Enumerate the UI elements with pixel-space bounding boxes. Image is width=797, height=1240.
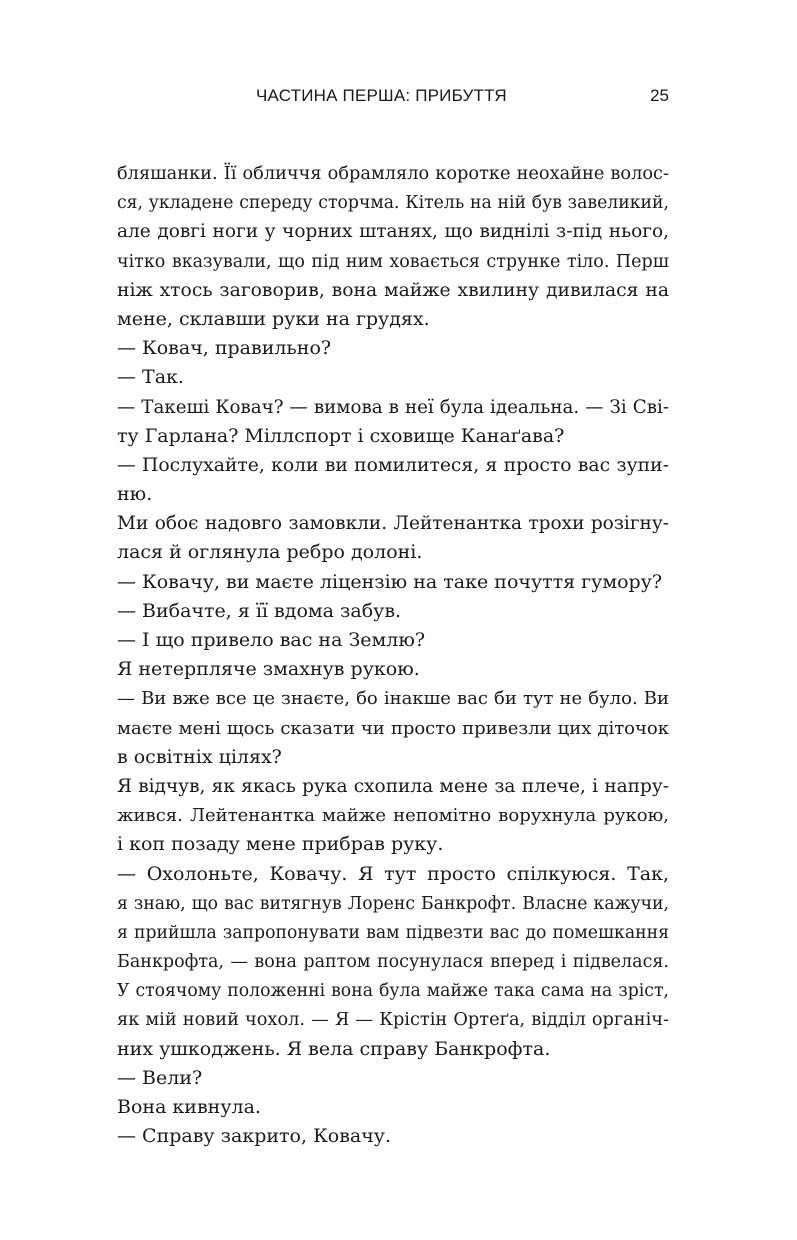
text-line: — Так. [117, 366, 184, 389]
section-title: ЧАСТИНА ПЕРША: ПРИБУТТЯ [256, 86, 507, 105]
text-line: Я відчув, як якась рука схопила мене за плече, і напру- [117, 775, 669, 797]
text-line: — Ви вже все це знаєте, бо інакше вас би тут не було. Ви [117, 688, 669, 710]
text-line: них ушкоджень. Я вела справу Банкрофта. [117, 1037, 551, 1060]
text-line: — Ковач, правильно? [117, 337, 332, 360]
text-line: я прийшла запропонувати вам підвезти вас до помешкання [117, 922, 669, 943]
body-text [117, 159, 669, 1151]
text-line: — Вибачте, я її вдома забув. [117, 599, 402, 622]
text-line: — Такеші Ковач? — вимова в неї була ідеальна. — Зі Сві- [117, 396, 669, 418]
text-line: — Вели? [117, 1066, 203, 1089]
text-line: ся, укладене спереду сторчма. Кітель на ній був завеликий, [117, 193, 669, 214]
text-line: У стоячому положенні вона була майже така сама на зріст, [117, 981, 669, 1002]
text-line: мене, склавши руки на грудях. [117, 307, 430, 330]
text-line: але довгі ноги у чорних штанях, що виднілі з-під нього, [117, 221, 669, 243]
text-line: маєте мені щось сказати чи просто привезли цих діточок [117, 717, 669, 739]
text-line: — Послухайте, коли ви помилитеся, я просто вас зупи- [117, 454, 669, 476]
text-line: ту Гарлана? Міллспорт і сховище Канаґава? [117, 424, 565, 447]
text-line: — Справу закрито, Ковачу. [117, 1125, 392, 1148]
text-line: Банкрофта, — вона раптом посунулася вперед і підвелася. [117, 952, 669, 973]
text-line: Ми обоє надовго замовкли. Лейтенантка трохи розігну- [117, 513, 669, 535]
text-line: жився. Лейтенантка майже непомітно ворухнула рукою, [117, 805, 669, 827]
text-line: лася й оглянула ребро долоні. [117, 541, 423, 564]
text-line: і коп позаду мене прибрав руку. [117, 833, 444, 856]
text-line: ніж хтось заговорив, вона майже хвилину дивилася на [117, 279, 669, 301]
text-line: Я нетерпляче змахнув рукою. [117, 658, 420, 681]
page-number: 25 [650, 86, 669, 105]
text-line: чітко вказували, що під ним ховається струнке тіло. Перш [117, 251, 669, 272]
text-line: — Охолоньте, Ковачу. Я тут просто спілкуюся. Так, [117, 862, 669, 885]
text-line: ню. [117, 483, 153, 506]
text-line: — І що привело вас на Землю? [117, 629, 426, 651]
text-line: — Ковачу, ви маєте ліцензію на таке почуття гумору? [117, 570, 663, 593]
text-line: я знаю, що вас витягнув Лоренс Банкрофт. Власне кажучи, [117, 893, 669, 914]
running-head [0, 86, 797, 110]
text-line: в освітніх цілях? [117, 745, 282, 768]
text-line: як мій новий чохол. — Я — Крістін Ортеґа, відділ органіч- [117, 1010, 669, 1031]
text-line: бляшанки. Її обличчя обрамляло коротке неохайне волос- [117, 164, 669, 184]
text-line: Вона кивнула. [117, 1096, 261, 1118]
